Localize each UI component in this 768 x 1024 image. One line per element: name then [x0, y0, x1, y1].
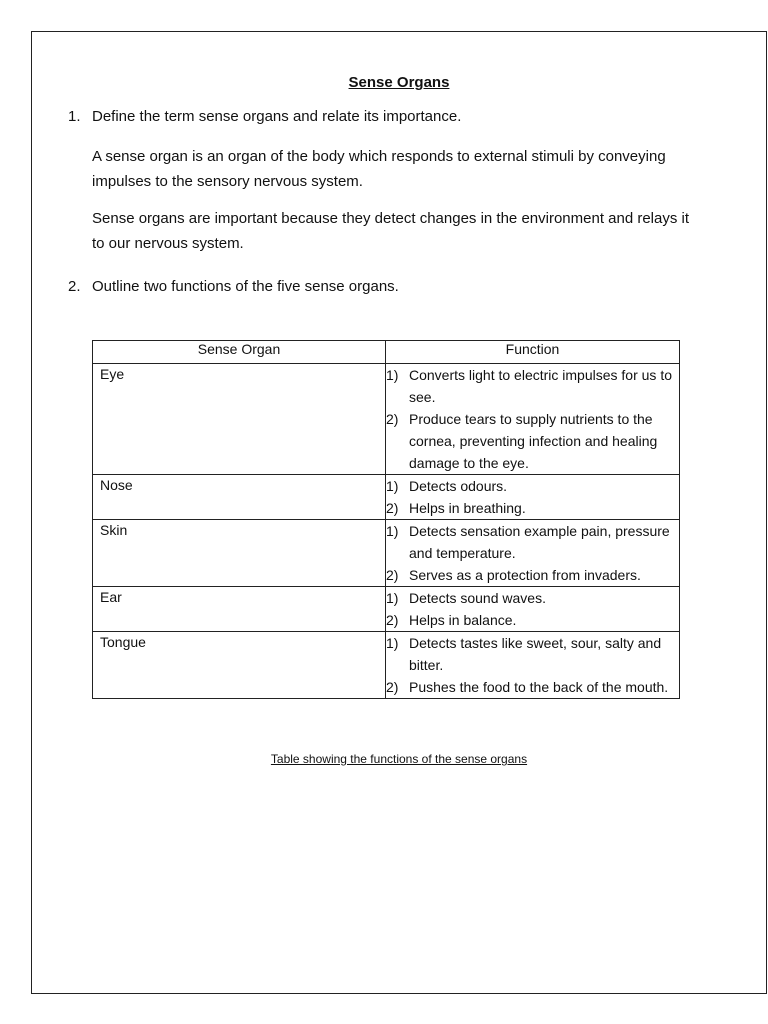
sense-organ-cell: Nose: [93, 475, 386, 520]
sense-organs-table: [92, 340, 680, 699]
column-header-function: Function: [386, 341, 680, 364]
sense-organ-cell: Eye: [93, 364, 386, 475]
table-caption: Table showing the functions of the sense organs: [270, 752, 528, 766]
document-page: [31, 31, 767, 994]
function-list-item: [386, 564, 677, 586]
table-row: [93, 632, 680, 699]
function-item-text: Converts light to electric impulses for us to see.: [409, 367, 672, 405]
question-number: 1.: [68, 108, 81, 125]
function-list-item: [386, 475, 677, 497]
function-list-item: [386, 587, 677, 609]
table-row: [93, 475, 680, 520]
function-item-text: Serves as a protection from invaders.: [409, 567, 641, 583]
sense-organ-cell: Skin: [93, 520, 386, 587]
function-list-item: [386, 609, 677, 631]
function-cell: [386, 364, 680, 475]
function-item-text: Helps in balance.: [409, 612, 517, 628]
function-item-text: Detects sound waves.: [409, 590, 546, 606]
table-row: [93, 520, 680, 587]
table-row: [93, 587, 680, 632]
sense-organ-cell: Ear: [93, 587, 386, 632]
answer-paragraph-1: A sense organ is an organ of the body which responds to external stimuli by conveying impulses to the sensory nervous system.: [92, 148, 666, 190]
table-row: [93, 364, 680, 475]
function-cell: [386, 520, 680, 587]
sense-organ-cell: Tongue: [93, 632, 386, 699]
function-item-text: Detects odours.: [409, 478, 508, 494]
function-item-number: 1): [386, 523, 399, 539]
function-item-text: Helps in breathing.: [409, 500, 526, 516]
function-item-number: 2): [386, 679, 399, 695]
function-cell: [386, 632, 680, 699]
function-item-number: 1): [386, 590, 399, 606]
function-item-text: Produce tears to supply nutrients to the cornea, preventing infection and healing damage to the eye.: [409, 411, 658, 471]
function-item-number: 2): [386, 411, 399, 427]
function-list-item: [386, 632, 677, 676]
column-header-sense-organ: Sense Organ: [93, 341, 386, 364]
question-2: [68, 278, 399, 295]
function-list-item: [386, 676, 677, 698]
function-item-text: Pushes the food to the back of the mouth.: [409, 679, 669, 695]
table-header-row: [93, 341, 680, 364]
answer-paragraph-2: Sense organs are important because they detect changes in the environment and relays it to our nervous system.: [92, 210, 690, 252]
function-list-item: [386, 364, 677, 408]
function-item-text: Detects sensation example pain, pressure and temperature.: [409, 523, 670, 561]
function-item-number: 1): [386, 478, 399, 494]
question-text: Define the term sense organs and relate its importance.: [92, 108, 462, 125]
function-list-item: [386, 520, 677, 564]
function-item-number: 2): [386, 567, 399, 583]
function-cell: [386, 475, 680, 520]
function-item-number: 1): [386, 367, 399, 383]
function-list-item: [386, 497, 677, 519]
function-item-number: 2): [386, 612, 399, 628]
function-item-number: 1): [386, 635, 399, 651]
question-number: 2.: [68, 278, 81, 295]
page-title: Sense Organs: [348, 74, 450, 91]
question-1: [68, 108, 461, 125]
function-list-item: [386, 408, 677, 474]
function-cell: [386, 587, 680, 632]
function-item-text: Detects tastes like sweet, sour, salty and bitter.: [409, 635, 662, 673]
function-item-number: 2): [386, 500, 399, 516]
question-text: Outline two functions of the five sense organs.: [92, 278, 399, 295]
